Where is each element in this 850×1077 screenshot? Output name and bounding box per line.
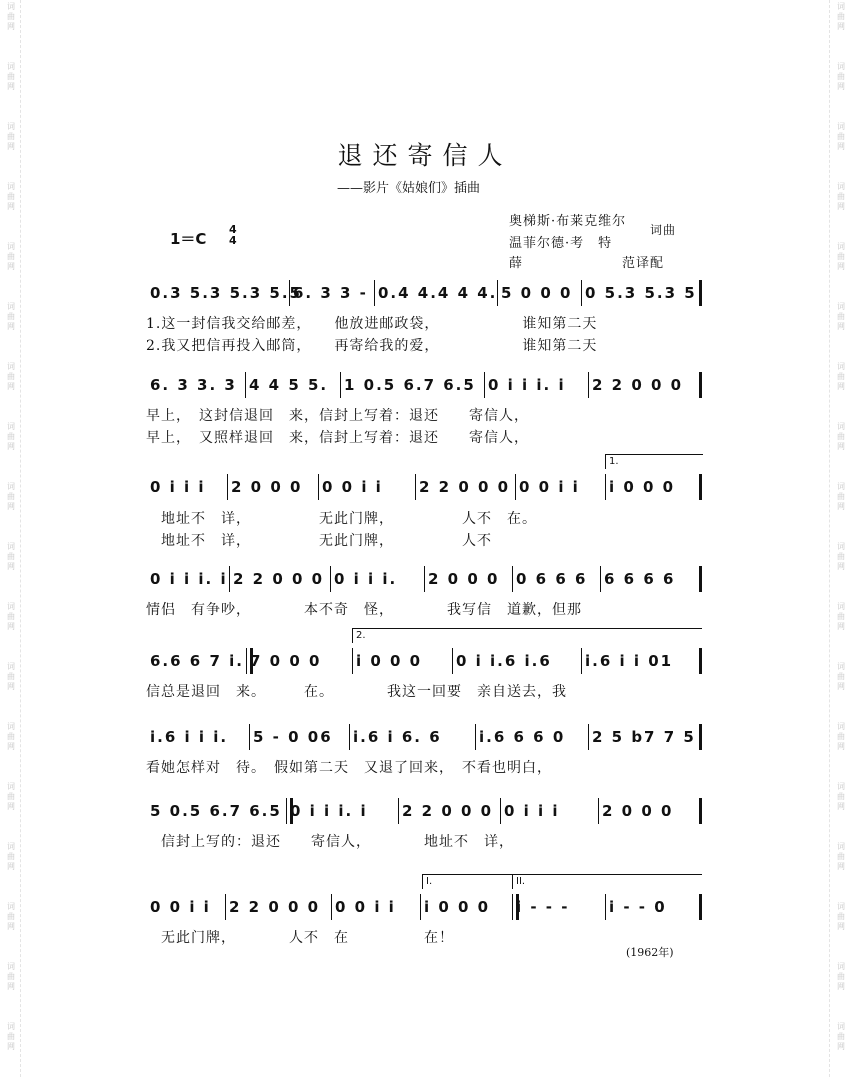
barline <box>331 894 332 920</box>
watermark: 词 曲 网 <box>7 482 15 511</box>
watermark: 词 曲 网 <box>837 362 845 391</box>
barline <box>699 280 702 306</box>
barline <box>515 474 516 500</box>
credit-role-2: 范译配 <box>622 256 665 271</box>
score-row <box>146 798 702 824</box>
watermark: 词 曲 网 <box>837 302 845 331</box>
watermark: 词 曲 网 <box>837 242 845 271</box>
measure: 6.6 6 7 i. <box>150 652 244 670</box>
measure: 2 0 0 0 <box>428 570 500 588</box>
lyric-line: 地址不 详， 无此门牌， 人不 <box>146 533 492 549</box>
watermark: 词 曲 网 <box>837 182 845 211</box>
score-row <box>146 648 702 674</box>
measure: 0 i i i. i <box>150 570 228 588</box>
measure: 6. 3 3. 3 <box>150 376 237 394</box>
year-note: (1962年) <box>626 946 674 959</box>
barline <box>581 648 582 674</box>
watermark: 词 曲 网 <box>7 902 15 931</box>
watermark: 词 曲 网 <box>837 422 845 451</box>
watermark: 词 曲 网 <box>7 542 15 571</box>
barline <box>452 648 453 674</box>
meter-top: 4 <box>229 223 237 236</box>
barline <box>330 566 331 592</box>
lyric-line: 1.这一封信我交给邮差， 他放进邮政袋， 谁知第二天 <box>146 316 598 332</box>
measure: 2 2 0 0 0 <box>233 570 325 588</box>
measure: 2 2 0 0 0 <box>229 898 321 916</box>
score-row <box>146 724 702 750</box>
barline <box>420 894 421 920</box>
credit-translator: 薛 <box>509 256 524 271</box>
measure: 2 5 b7 7 5 <box>592 728 696 746</box>
barline <box>699 474 702 500</box>
score-row <box>146 280 702 306</box>
barline <box>484 372 485 398</box>
volta-bracket-second: II. <box>512 874 702 889</box>
measure: 0 0 i i <box>150 898 211 916</box>
barline <box>598 798 599 824</box>
measure: 0 i i i. <box>334 570 398 588</box>
watermark: 词 曲 网 <box>837 962 845 991</box>
lyric-line: 早上， 又照样退回 来，信封上写着：退还 寄信人， <box>146 430 529 446</box>
measure: 0 i i i. i <box>290 802 368 820</box>
barline <box>245 372 246 398</box>
score-row <box>146 372 702 398</box>
watermark: 词 曲 网 <box>837 782 845 811</box>
watermark: 词 曲 网 <box>7 122 15 151</box>
watermark: 词 曲 网 <box>837 842 845 871</box>
barline <box>699 798 702 824</box>
measure: 5 0.5 6.7 6.5 <box>150 802 282 820</box>
measure: i 0 0 0 <box>424 898 491 916</box>
meter-bottom: 4 <box>229 234 237 247</box>
volta-bracket: 1. <box>605 454 703 469</box>
measure: 2 2 0 0 0 <box>592 376 684 394</box>
measure: 2 0 0 0 <box>602 802 674 820</box>
barline <box>605 474 606 500</box>
volta-bracket: 2. <box>352 628 702 643</box>
lyric-line: 地址不 详， 无此门牌， 人不 在。 <box>146 511 537 527</box>
key-signature: 1＝C <box>170 230 207 248</box>
measure: 0 0 i i <box>335 898 396 916</box>
measure: 7 0 0 0 <box>250 652 322 670</box>
measure: 4 4 5 5. <box>249 376 329 394</box>
measure: i.6 i i i. <box>150 728 229 746</box>
measure: i 0 0 0 <box>609 478 676 496</box>
barline <box>229 566 230 592</box>
lyric-line: 早上， 这封信退回 来，信封上写着：退还 寄信人， <box>146 408 529 424</box>
barline <box>605 894 606 920</box>
barline <box>318 474 319 500</box>
lyric-line: 2.我又把信再投入邮筒， 再寄给我的爱， 谁知第二天 <box>146 338 598 354</box>
barline <box>225 894 226 920</box>
time-signature <box>229 224 237 246</box>
barline <box>699 648 702 674</box>
measure: 0 5.3 5.3 5 <box>585 284 697 302</box>
watermark: 词 曲 网 <box>7 62 15 91</box>
watermark: 词 曲 网 <box>837 122 845 151</box>
measure: 2 2 0 0 0 <box>419 478 511 496</box>
credit-authors-1: 奥梯斯·布莱克维尔 <box>509 214 627 229</box>
measure: 5 0 0 0 <box>501 284 573 302</box>
watermark: 词 曲 网 <box>7 182 15 211</box>
watermark: 词 曲 网 <box>7 422 15 451</box>
watermark: 词 曲 网 <box>7 362 15 391</box>
lyric-line: 信封上写的：退还 寄信人， 地址不 详， <box>146 834 514 850</box>
barline <box>227 474 228 500</box>
watermark: 词 曲 网 <box>7 842 15 871</box>
watermark: 词 曲 网 <box>837 662 845 691</box>
barline <box>699 894 702 920</box>
measure: 0 0 i i <box>322 478 383 496</box>
measure: 2 0 0 0 <box>231 478 303 496</box>
measure: 1 0.5 6.7 6.5 <box>344 376 476 394</box>
barline <box>581 280 582 306</box>
watermark: 词 曲 网 <box>837 1022 845 1051</box>
watermark: 词 曲 网 <box>7 962 15 991</box>
barline <box>374 280 375 306</box>
measure: 0 i i i <box>504 802 560 820</box>
watermark: 词 曲 网 <box>837 902 845 931</box>
watermark: 词 曲 网 <box>7 2 15 31</box>
barline <box>475 724 476 750</box>
credit-role-1: 词曲 <box>650 223 677 237</box>
measure: 0 0 i i <box>519 478 580 496</box>
watermark: 词 曲 网 <box>837 2 845 31</box>
watermark: 词 曲 网 <box>7 302 15 331</box>
measure: 2 2 0 0 0 <box>402 802 494 820</box>
barline <box>340 372 341 398</box>
measure: 0 i i i. i <box>488 376 566 394</box>
measure: i.6 6 6 0 <box>479 728 566 746</box>
watermark: 词 曲 网 <box>837 602 845 631</box>
score-row <box>146 474 702 500</box>
barline <box>352 648 353 674</box>
watermark: 词 曲 网 <box>7 722 15 751</box>
measure: 0 6 6 6 <box>516 570 588 588</box>
credit-authors-2: 温菲尔德·考 特 <box>509 236 613 251</box>
song-title: 退还寄信人 <box>337 141 513 170</box>
lyric-line: 无此门牌， 人不 在 在！ <box>146 930 454 946</box>
lyric-line: 看她怎样对 待。 假如第二天 又退了回来， 不看也明白， <box>146 760 552 776</box>
watermark: 词 曲 网 <box>7 602 15 631</box>
barline <box>500 798 501 824</box>
barline <box>497 280 498 306</box>
watermark: 词 曲 网 <box>837 542 845 571</box>
barline <box>398 798 399 824</box>
measure: 0.3 5.3 5.3 5.5 <box>150 284 302 302</box>
lyric-line: 信总是退回 来。 在。 我这一回要 亲自送去，我 <box>146 684 567 700</box>
barline <box>349 724 350 750</box>
barline <box>699 372 702 398</box>
measure: 0.4 4.4 4 4. <box>378 284 498 302</box>
measure: i - - - <box>516 898 570 916</box>
barline <box>512 566 513 592</box>
watermark: 词 曲 网 <box>7 662 15 691</box>
barline <box>415 474 416 500</box>
barline <box>249 724 250 750</box>
measure: i 0 0 0 <box>356 652 423 670</box>
measure: 0 i i.6 i.6 <box>456 652 552 670</box>
volta-bracket: I. <box>422 874 516 889</box>
barline <box>424 566 425 592</box>
measure: 0 i i i <box>150 478 206 496</box>
barline <box>699 566 702 592</box>
measure: 5 - 0 06 <box>253 728 333 746</box>
barline <box>588 724 589 750</box>
measure: 6. 3 3 - <box>293 284 368 302</box>
barline <box>600 566 601 592</box>
barline <box>699 724 702 750</box>
score-row <box>146 566 702 592</box>
watermark: 词 曲 网 <box>837 722 845 751</box>
watermark: 词 曲 网 <box>7 242 15 271</box>
measure: i - - 0 <box>609 898 667 916</box>
watermark: 词 曲 网 <box>837 62 845 91</box>
barline <box>588 372 589 398</box>
measure: i.6 i 6. 6 <box>353 728 442 746</box>
lyric-line: 情侣 有争吵， 本不奇 怪， 我写信 道歉，但那 <box>146 602 582 618</box>
watermark: 词 曲 网 <box>7 1022 15 1051</box>
measure: i.6 i i 01 <box>585 652 674 670</box>
watermark: 词 曲 网 <box>7 782 15 811</box>
score-row <box>146 894 702 920</box>
song-subtitle: ——影片《姑娘们》插曲 <box>337 181 481 196</box>
measure: 6 6 6 6 <box>604 570 676 588</box>
watermark: 词 曲 网 <box>837 482 845 511</box>
